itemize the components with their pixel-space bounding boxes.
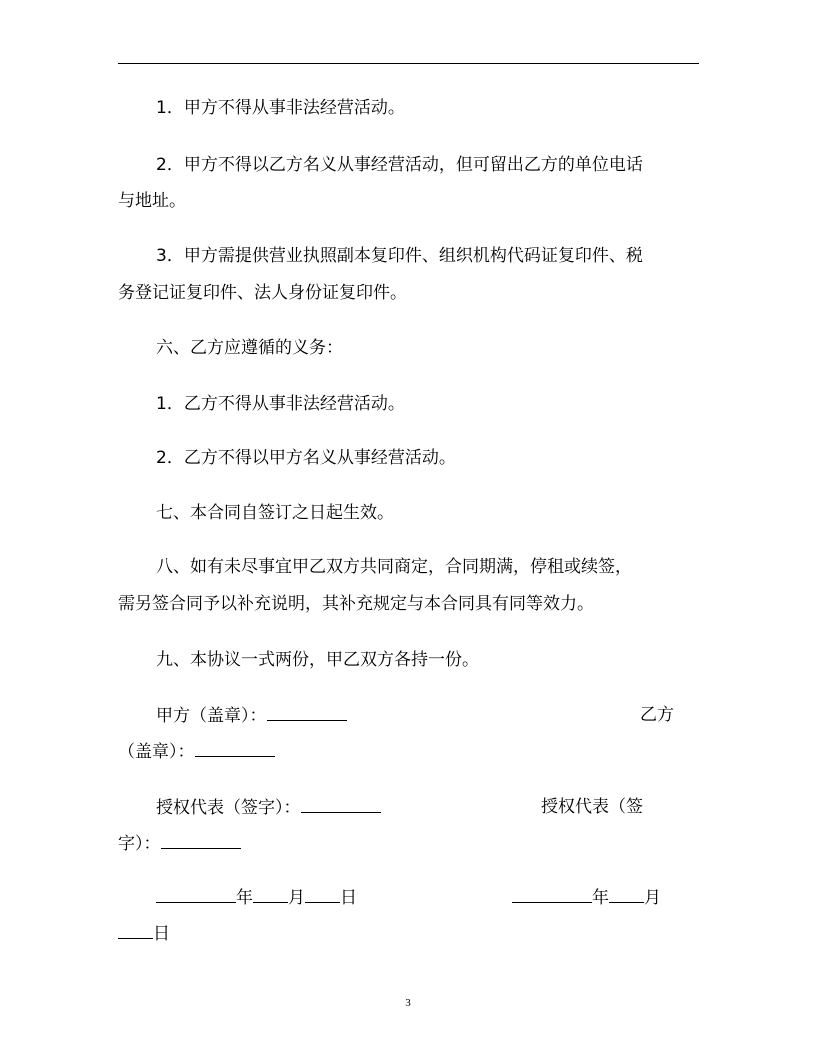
date-b-day-blank[interactable]: [118, 922, 153, 939]
page-number: 3: [405, 997, 411, 1009]
party-b-seal-blank[interactable]: [195, 740, 275, 757]
party-b-label: 乙方: [640, 705, 674, 725]
date-b-year-blank[interactable]: [512, 886, 592, 903]
clause-5-3-line-1: 3．甲方需提供营业执照副本复印件、组织机构代码证复印件、税: [156, 246, 643, 266]
header-rule: [118, 63, 699, 64]
date-a-year-blank[interactable]: [156, 886, 236, 903]
clause-5-3-line-2: 务登记证复印件、法人身份证复印件。: [118, 283, 407, 303]
clause-6-2: 2．乙方不得以甲方名义从事经营活动。: [156, 448, 456, 468]
date-b-day-line: [118, 922, 170, 945]
date-a-month-label: 月: [288, 888, 305, 908]
date-b-month-blank[interactable]: [609, 886, 644, 903]
section-8-line-2: 需另签合同予以补充说明，其补充规定与本合同具有同等效力。: [118, 594, 594, 614]
rep-a-label: 授权代表（签字）：: [156, 798, 301, 818]
section-7: 七、本合同自签订之日起生效。: [156, 503, 394, 523]
rep-a-line: [156, 796, 381, 819]
party-a-seal-line: [156, 704, 347, 727]
section-8-line-1: 八、如有未尽事宜甲乙双方共同商定，合同期满，停租或续签，: [156, 557, 632, 577]
clause-5-2-line-1: 2．甲方不得以乙方名义从事经营活动，但可留出乙方的单位电话: [156, 155, 643, 175]
party-b-seal-line: [118, 740, 275, 763]
party-a-seal-label: 甲方（盖章）：: [156, 706, 267, 726]
section-9: 九、本协议一式两份，甲乙双方各持一份。: [156, 650, 479, 670]
date-a-day-label: 日: [340, 888, 357, 908]
party-b-seal-label: （盖章）：: [118, 742, 195, 762]
party-a-seal-blank[interactable]: [267, 704, 347, 721]
clause-5-2-line-2: 与地址。: [118, 191, 186, 211]
date-b-year-label: 年: [592, 888, 609, 908]
rep-b-label-part-1: 授权代表（签: [541, 797, 643, 817]
clause-5-1: 1．甲方不得从事非法经营活动。: [156, 98, 405, 118]
date-a-year-label: 年: [236, 888, 253, 908]
section-6-heading: 六、乙方应遵循的义务：: [156, 338, 343, 358]
date-a-line: [156, 886, 357, 909]
rep-b-line: [118, 832, 241, 855]
date-a-month-blank[interactable]: [253, 886, 288, 903]
date-a-day-blank[interactable]: [305, 886, 340, 903]
rep-a-blank[interactable]: [301, 796, 381, 813]
date-b-line: [512, 886, 661, 909]
rep-b-blank[interactable]: [161, 832, 241, 849]
date-b-day-label: 日: [153, 924, 170, 944]
rep-b-label-part-2: 字）：: [118, 834, 161, 854]
clause-6-1: 1．乙方不得从事非法经营活动。: [156, 394, 405, 414]
date-b-month-label: 月: [644, 888, 661, 908]
